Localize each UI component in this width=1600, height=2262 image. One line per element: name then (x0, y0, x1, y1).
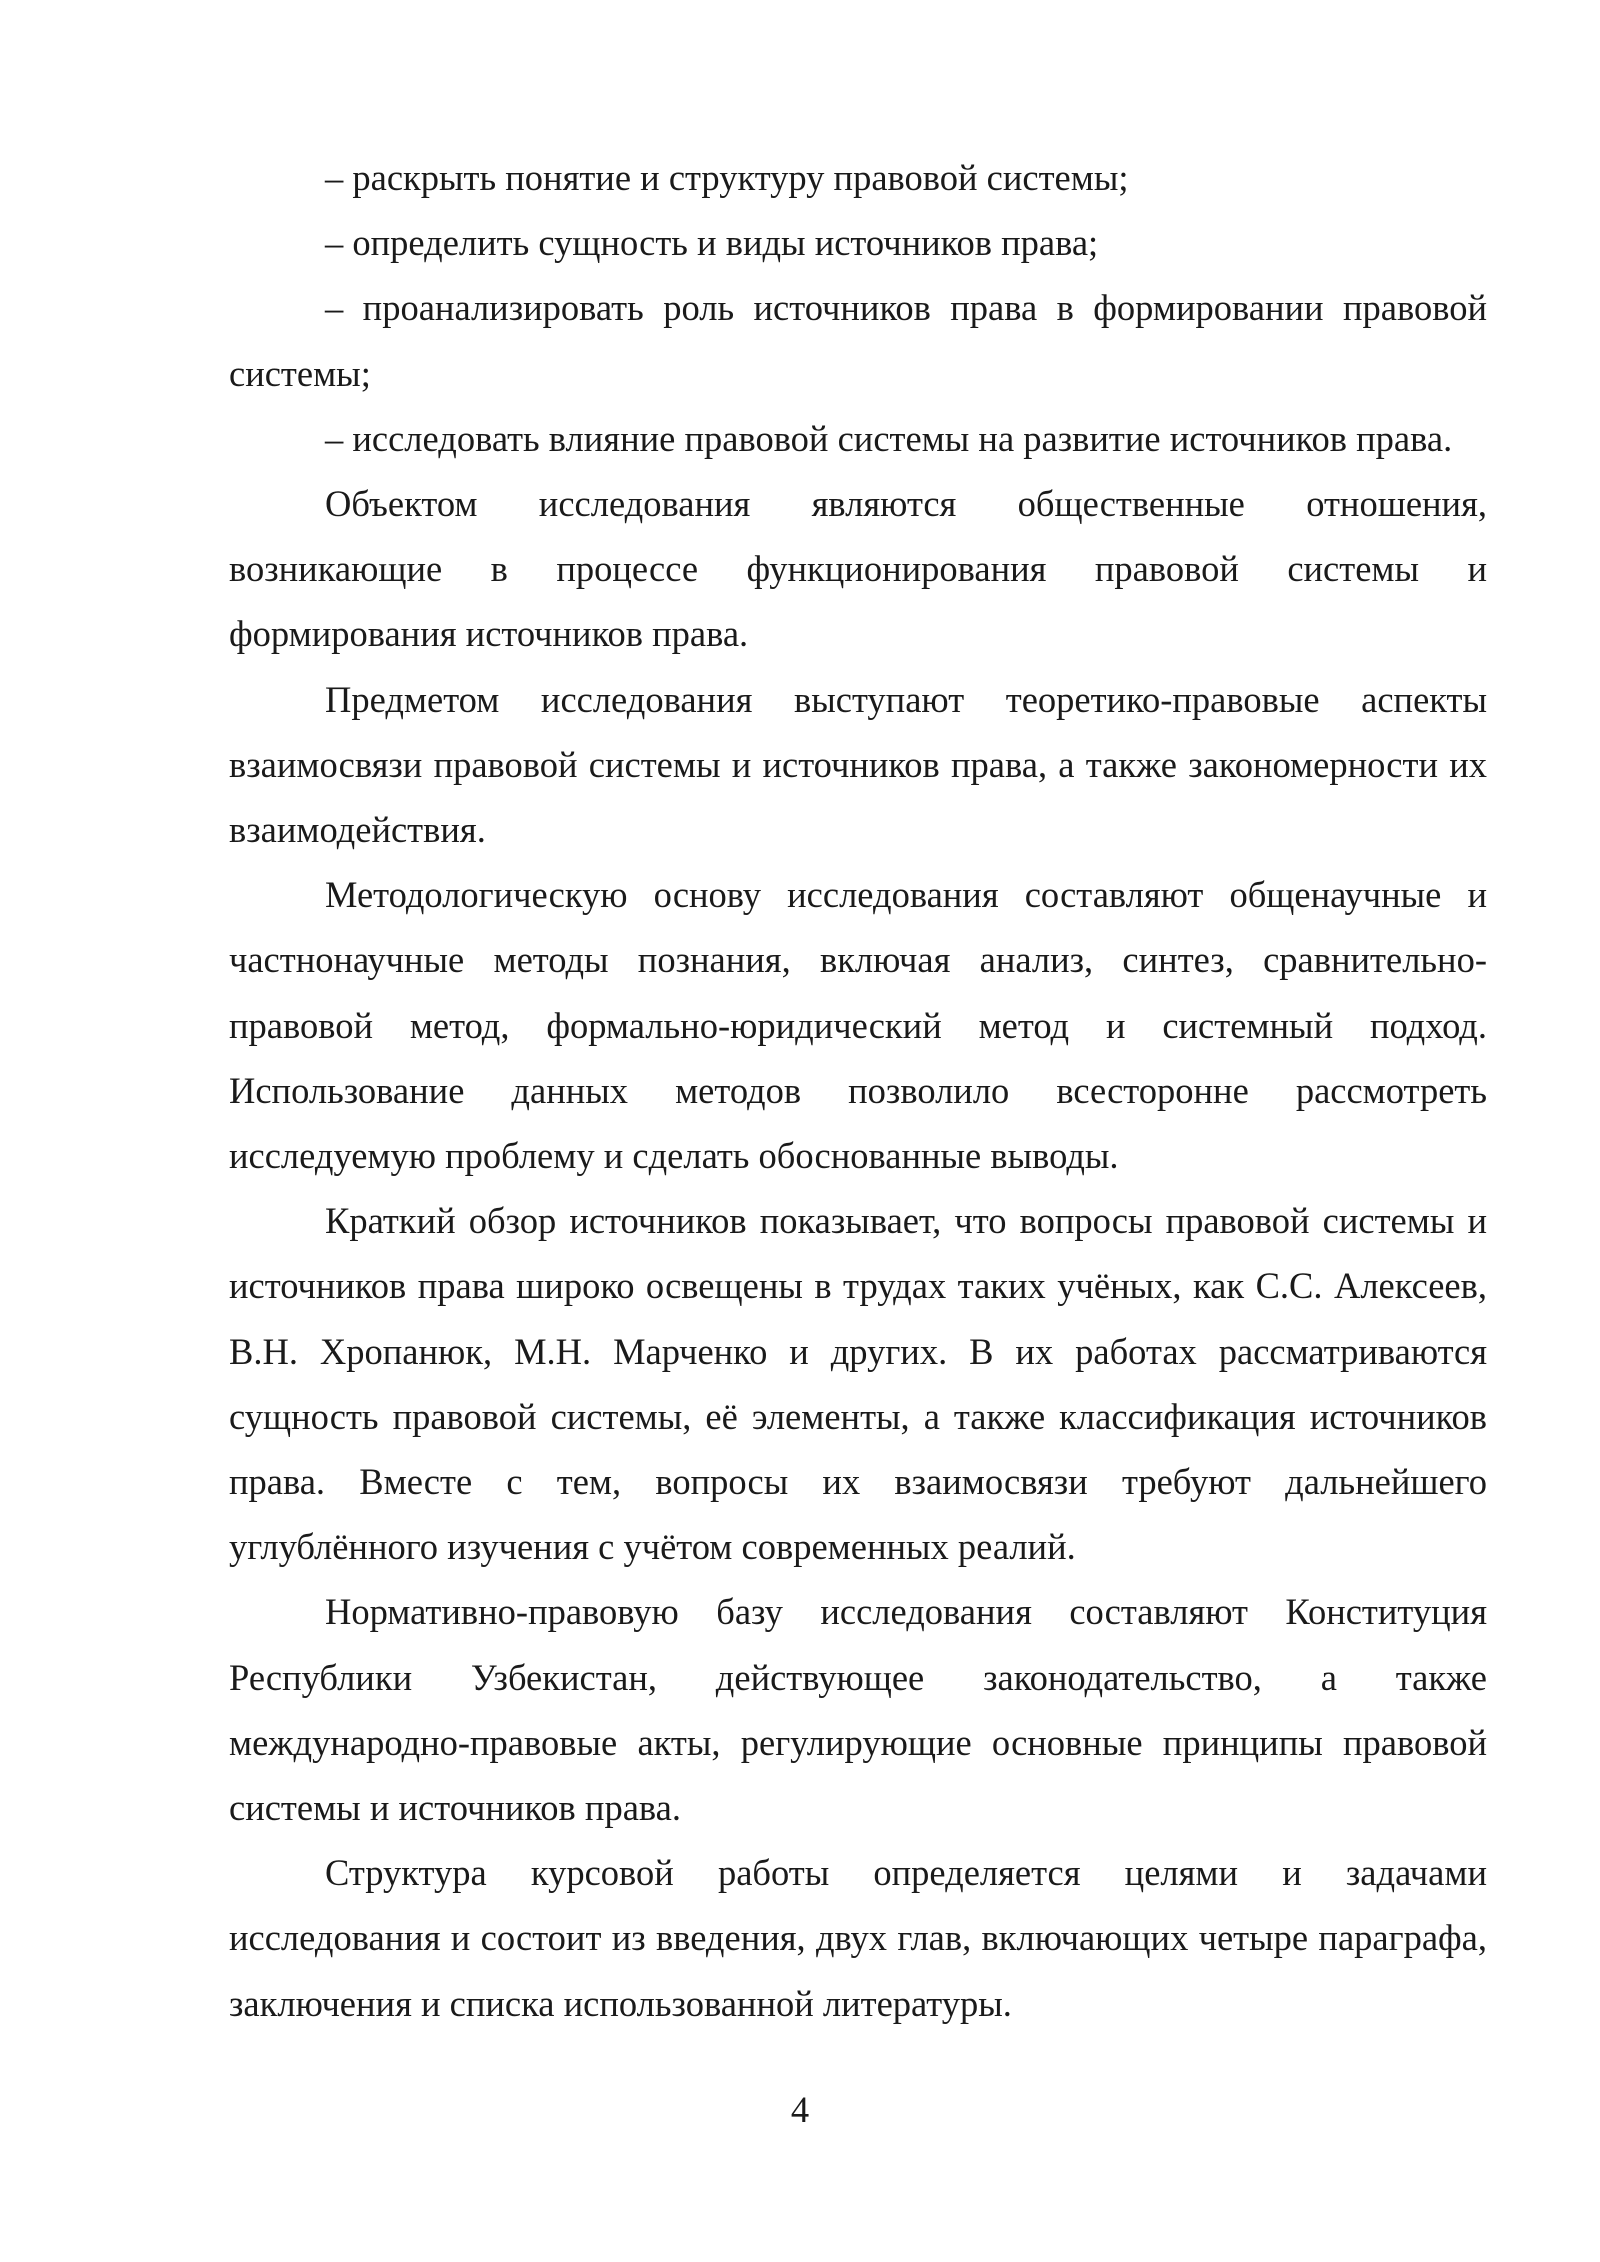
paragraph-legal-basis: Нормативно-правовую базу исследования составляют Конституция Республики Узбекистан, действующее законодательство, а также международно-правовые акты, регулирующие основные принципы правовой системы и источников права. (229, 1591, 1487, 1829)
paragraph-methodology: Методологическую основу исследования составляют общенаучные и частнонаучные методы познания, включая анализ, синтез, сравнительно-правовой метод, формально-юридический метод и системный подход. Использование данных методов позволило всесторонне рассмотреть исследуемую проблему и сделать обоснованные выводы. (229, 874, 1487, 1177)
task-item-3: – проанализировать роль источников права в формировании правовой системы; (229, 287, 1487, 394)
task-item-4: – исследовать влияние правовой системы на развитие источников права. (325, 417, 1453, 459)
page-number: 4 (790, 2089, 810, 2130)
paragraph-object: Объектом исследования являются общественные отношения, возникающие в процессе функционирования правовой системы и формирования источников права. (229, 483, 1487, 655)
paragraph-structure: Структура курсовой работы определяется целями и задачами исследования и состоит из введения, двух глав, включающих четыре параграфа, заключения и списка использованной литературы. (229, 1852, 1487, 2024)
task-item-1: – раскрыть понятие и структуру правовой системы; (325, 157, 1129, 198)
page-body (229, 145, 1487, 2036)
paragraph-subject: Предметом исследования выступают теоретико-правовые аспекты взаимосвязи правовой системы и источников права, а также закономерности их взаимодействия. (229, 678, 1487, 851)
task-item-2: – определить сущность и виды источников права; (325, 222, 1099, 264)
paragraph-literature-review: Краткий обзор источников показывает, что вопросы правовой системы и источников права широко освещены в трудах таких учёных, как С.С. Алексеев, В.Н. Хропанюк, М.Н. Марченко и других. В их работах рассматриваются сущность правовой системы, её элементы, а также классификация источников права. Вместе с тем, вопросы их взаимосвязи требуют дальнейшего углублённого изучения с учётом современных реалий. (229, 1200, 1487, 1568)
